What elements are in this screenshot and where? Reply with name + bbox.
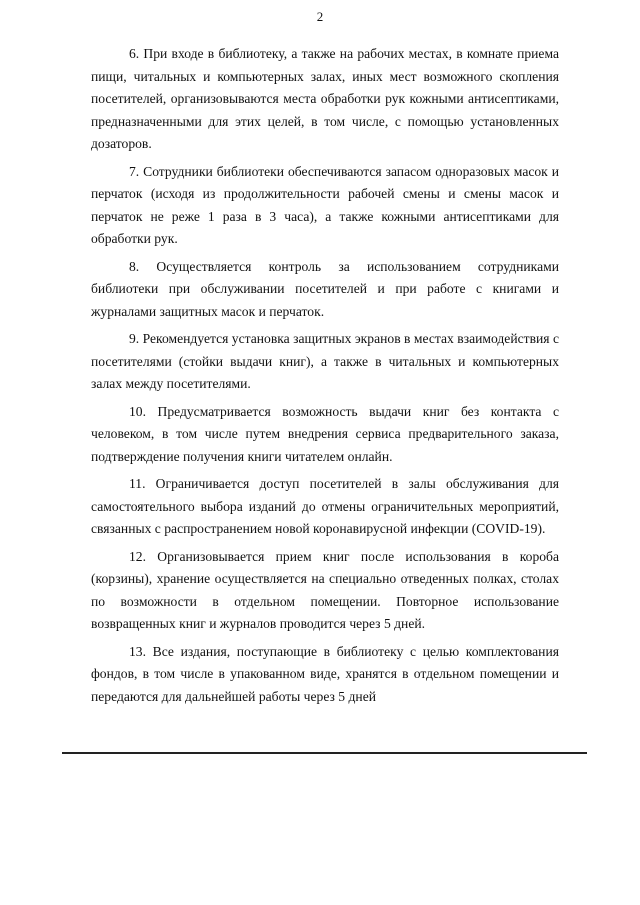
paragraph-13: 13. Все издания, поступающие в библиотеку с целью комплектования фондов, в том числе в упакованном виде, хранятся в отдельном помещении и передаются для дальнейшей работы через 5 дней [91,643,559,704]
paragraph-11: 11. Ограничивается доступ посетителей в залы обслуживания для самостоятельного выбора изданий до отмены ограничительных мероприятий, связанных с распространением новой коронавирусной инфекции (COVID-19). [91,476,559,536]
paragraph-8: 8. Осуществляется контроль за использованием сотрудниками библиотеки при обслуживании посетителей и при работе с книгами и журналами защитных масок и перчаток. [91,258,559,319]
paragraph-10: 10. Предусматривается возможность выдачи книг без контакта с человеком, в том числе путем внедрения сервиса предварительного заказа, подтверждение получения книги читателем онлайн. [91,403,559,464]
paragraph-12: 12. Организовывается прием книг после использования в короба (корзины), хранение осуществляется на специально отведенных полках, столах по возможности в отдельном помещении. Повторное использование возвращенных книг и журналов проводится через 5 дней. [91,548,559,631]
document-body [91,43,559,713]
footer-divider [62,752,587,754]
paragraph-9: 9. Рекомендуется установка защитных экранов в местах взаимодействия с посетителями (стойки выдачи книг), а также в читальных и компьютерных залах между посетителями. [91,331,559,391]
paragraph-6: 6. При входе в библиотеку, а также на рабочих местах, в комнате приема пищи, читальных и компьютерных залах, иных мест возможного скопления посетителей, организовываются места обработки рук кожными антисептиками, предназначенными для этих целей, в том числе, с помощью установленных дозаторов. [91,46,559,151]
page-number: 2 [316,9,324,24]
paragraph-7: 7. Сотрудники библиотеки обеспечиваются запасом одноразовых масок и перчаток (исходя из продолжительности рабочей смены и смены масок и перчаток не реже 1 раза в 3 часа), а также кожными антисептиками для обработки рук. [91,163,559,246]
